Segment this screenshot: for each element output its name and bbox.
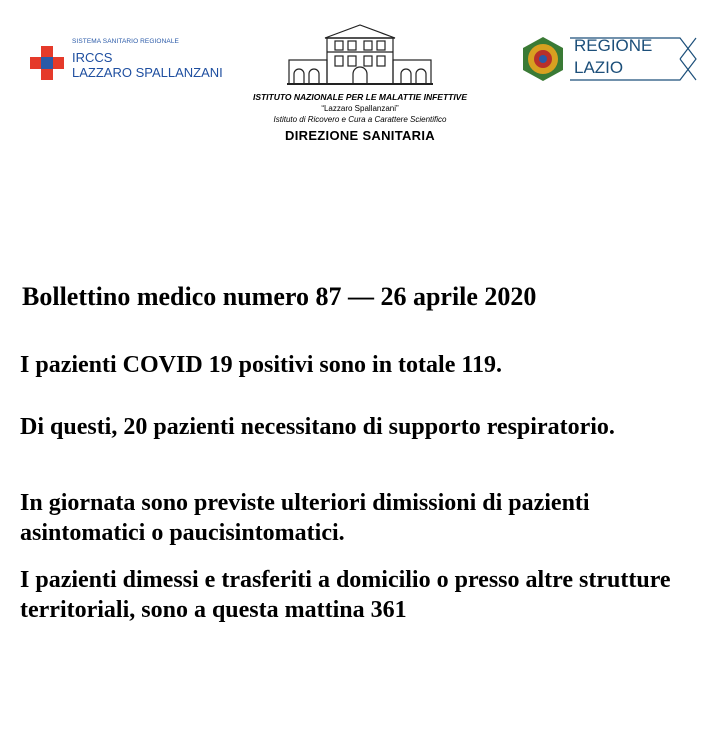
paragraph-respiratory-support: Di questi, 20 pazienti necessitano di supporto respiratorio. bbox=[20, 414, 615, 440]
logo-line-spallanzani: LAZZARO SPALLANZANI bbox=[72, 65, 223, 80]
bulletin-title: Bollettino medico numero 87 — 26 aprile 2020 bbox=[22, 282, 537, 311]
paragraph-discharges: In giornata sono previste ulteriori dimissioni di pazienti asintomatici o paucisintomatici. bbox=[20, 490, 590, 546]
institute-header bbox=[220, 22, 500, 143]
spallanzani-logo bbox=[30, 38, 230, 88]
logo-line-regione: REGIONE bbox=[574, 36, 653, 55]
building-icon bbox=[285, 22, 435, 88]
regione-lazio-logo bbox=[520, 34, 700, 84]
institute-type: Istituto di Ricovero e Cura a Carattere Scientifico bbox=[273, 115, 447, 124]
paragraph-transferred: I pazienti dimessi e trasferiti a domicilio o presso altre strutture territoriali, sono a questa mattina 361 bbox=[20, 567, 671, 623]
department-title: DIREZIONE SANITARIA bbox=[285, 128, 435, 143]
medical-cross-icon bbox=[30, 46, 64, 80]
paragraph-total-patients: I pazienti COVID 19 positivi sono in totale 119. bbox=[20, 352, 503, 378]
logo-outline-icon bbox=[568, 34, 698, 84]
logo-line-lazio: LAZIO bbox=[574, 58, 624, 77]
regional-emblem-icon bbox=[520, 36, 566, 82]
system-label: SISTEMA SANITARIO REGIONALE bbox=[72, 38, 179, 45]
institute-subtitle: “Lazzaro Spallanzani” bbox=[321, 104, 399, 113]
logo-line-irccs: IRCCS bbox=[72, 50, 113, 65]
institute-name: ISTITUTO NAZIONALE PER LE MALATTIE INFETTIVE bbox=[252, 92, 468, 102]
